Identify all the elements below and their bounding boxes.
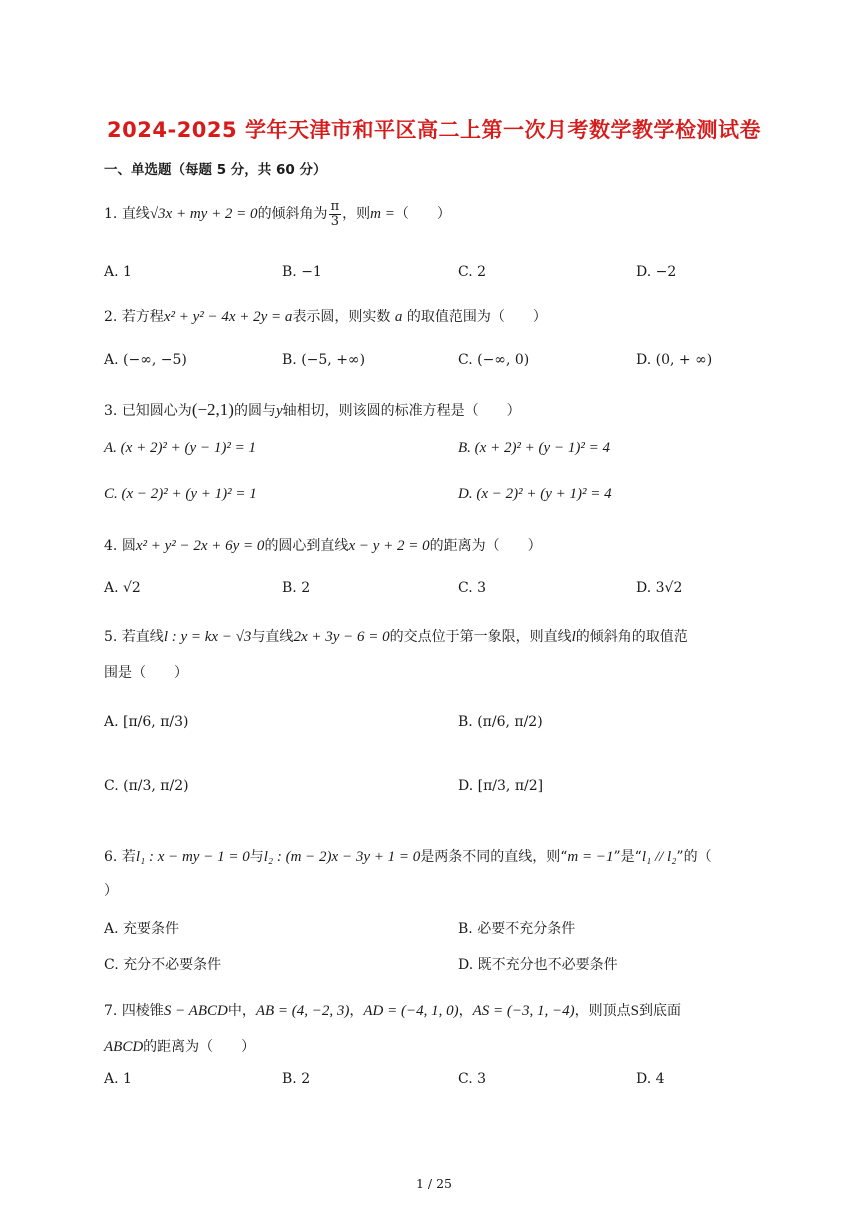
q6-option-c: C. 充分不必要条件 (104, 957, 222, 973)
q1-option-c: C. 2 (458, 264, 487, 280)
question-3: 3. 已知圆心为(−2,1)的圆与y轴相切，则该圆的标准方程是（ ） (104, 400, 521, 419)
q3-option-c: C. (x − 2)² + (y + 1)² = 1 (104, 486, 257, 502)
page-number: 1 / 25 (415, 1176, 453, 1191)
equation: √3x + my + 2 = 0 (149, 206, 258, 223)
question-6-line2: ） (104, 883, 118, 899)
q7-option-c: C. 3 (458, 1071, 487, 1087)
q1-option-a: A. 1 (104, 264, 132, 280)
question-number: 1. (104, 206, 118, 223)
q6-option-b: B. 必要不充分条件 (458, 921, 576, 937)
fraction: $\frac{\pi}{3}$ (330, 199, 340, 229)
vector-ad: AD = (−4, 1, 0) (363, 1003, 459, 1019)
equation: 2x + 3y − 6 = 0 (293, 629, 390, 645)
equation: l : y = kx − √3 (163, 629, 252, 645)
q6-option-d: D. 既不充分也不必要条件 (458, 957, 618, 973)
q4-option-c: C. 3 (458, 580, 487, 596)
q3-option-d: D. (x − 2)² + (y + 1)² = 4 (458, 486, 612, 502)
q7-option-b: B. 2 (282, 1071, 311, 1087)
q2-option-d: D. (0, + ∞) (636, 352, 713, 368)
page-title: 2024-2025 学年天津市和平区高二上第一次月考数学教学检测试卷 (107, 118, 761, 142)
equation: x² + y² − 4x + 2y = a (163, 309, 293, 325)
q7-option-a: A. 1 (104, 1071, 132, 1087)
q2-option-b: B. (−5, +∞) (282, 352, 366, 368)
equation: S − ABCD (163, 1003, 228, 1019)
q5-option-a: A. [π/6, π/3) (104, 714, 189, 730)
question-5-line2: 围是（ ） (104, 665, 188, 681)
equation: x − y + 2 = 0 (348, 538, 430, 554)
q2-option-a: A. (−∞, −5) (104, 352, 187, 368)
question-4: 4. 圆x² + y² − 2x + 6y = 0的圆心到直线x − y + 2 = 0的距离为（ ） (104, 538, 542, 554)
question-1: 1. 直线√3x + my + 2 = 0的倾斜角为 $\frac{\pi}{3}$ ，则m =（ ） (104, 199, 451, 229)
q5-option-b: B. (π/6, π/2) (458, 714, 543, 730)
q3-option-a: A. (x + 2)² + (y − 1)² = 1 (104, 440, 256, 456)
question-7-line2: ABCD的距离为（ ） (104, 1039, 256, 1055)
vector-as: AS = (−3, 1, −4) (472, 1003, 575, 1019)
equation: l₁ : x − my − 1 = 0 (135, 849, 250, 865)
section-heading: 一、单选题（每题 5 分，共 60 分） (104, 162, 327, 178)
q4-option-a: A. √2 (104, 580, 141, 596)
vector-ab: AB = (4, −2, 3) (255, 1003, 350, 1019)
q5-option-d: D. [π/3, π/2] (458, 778, 544, 794)
question-2: 2. 若方程x² + y² − 4x + 2y = a表示圆，则实数 a 的取值范围为（ ） (104, 309, 547, 325)
q2-option-c: C. (−∞, 0) (458, 352, 530, 368)
q5-option-c: C. (π/3, π/2) (104, 778, 189, 794)
q4-option-d: D. 3√2 (636, 580, 683, 596)
q1-option-d: D. −2 (636, 264, 677, 280)
question-7: 7. 四棱锥S − ABCD中，AB = (4, −2, 3)，AD = (−4, 1, 0)，AS = (−3, 1, −4)，则顶点S到底面 (104, 1003, 681, 1019)
equation: x² + y² − 2x + 6y = 0 (135, 538, 265, 554)
q6-option-a: A. 充要条件 (104, 921, 180, 937)
question-5: 5. 若直线l : y = kx − √3与直线2x + 3y − 6 = 0的交点位于第一象限，则直线l的倾斜角的取值范 (104, 629, 688, 645)
q4-option-b: B. 2 (282, 580, 311, 596)
q7-option-d: D. 4 (636, 1071, 665, 1087)
question-6: 6. 若l₁ : x − my − 1 = 0与l₂ : (m − 2)x − 3y + 1 = 0是两条不同的直线，则“m = −1”是“l₁ // l₂”的（ (104, 849, 712, 865)
q3-option-b: B. (x + 2)² + (y − 1)² = 4 (458, 440, 610, 456)
equation: l₂ : (m − 2)x − 3y + 1 = 0 (263, 849, 421, 865)
q1-option-b: B. −1 (282, 264, 322, 280)
